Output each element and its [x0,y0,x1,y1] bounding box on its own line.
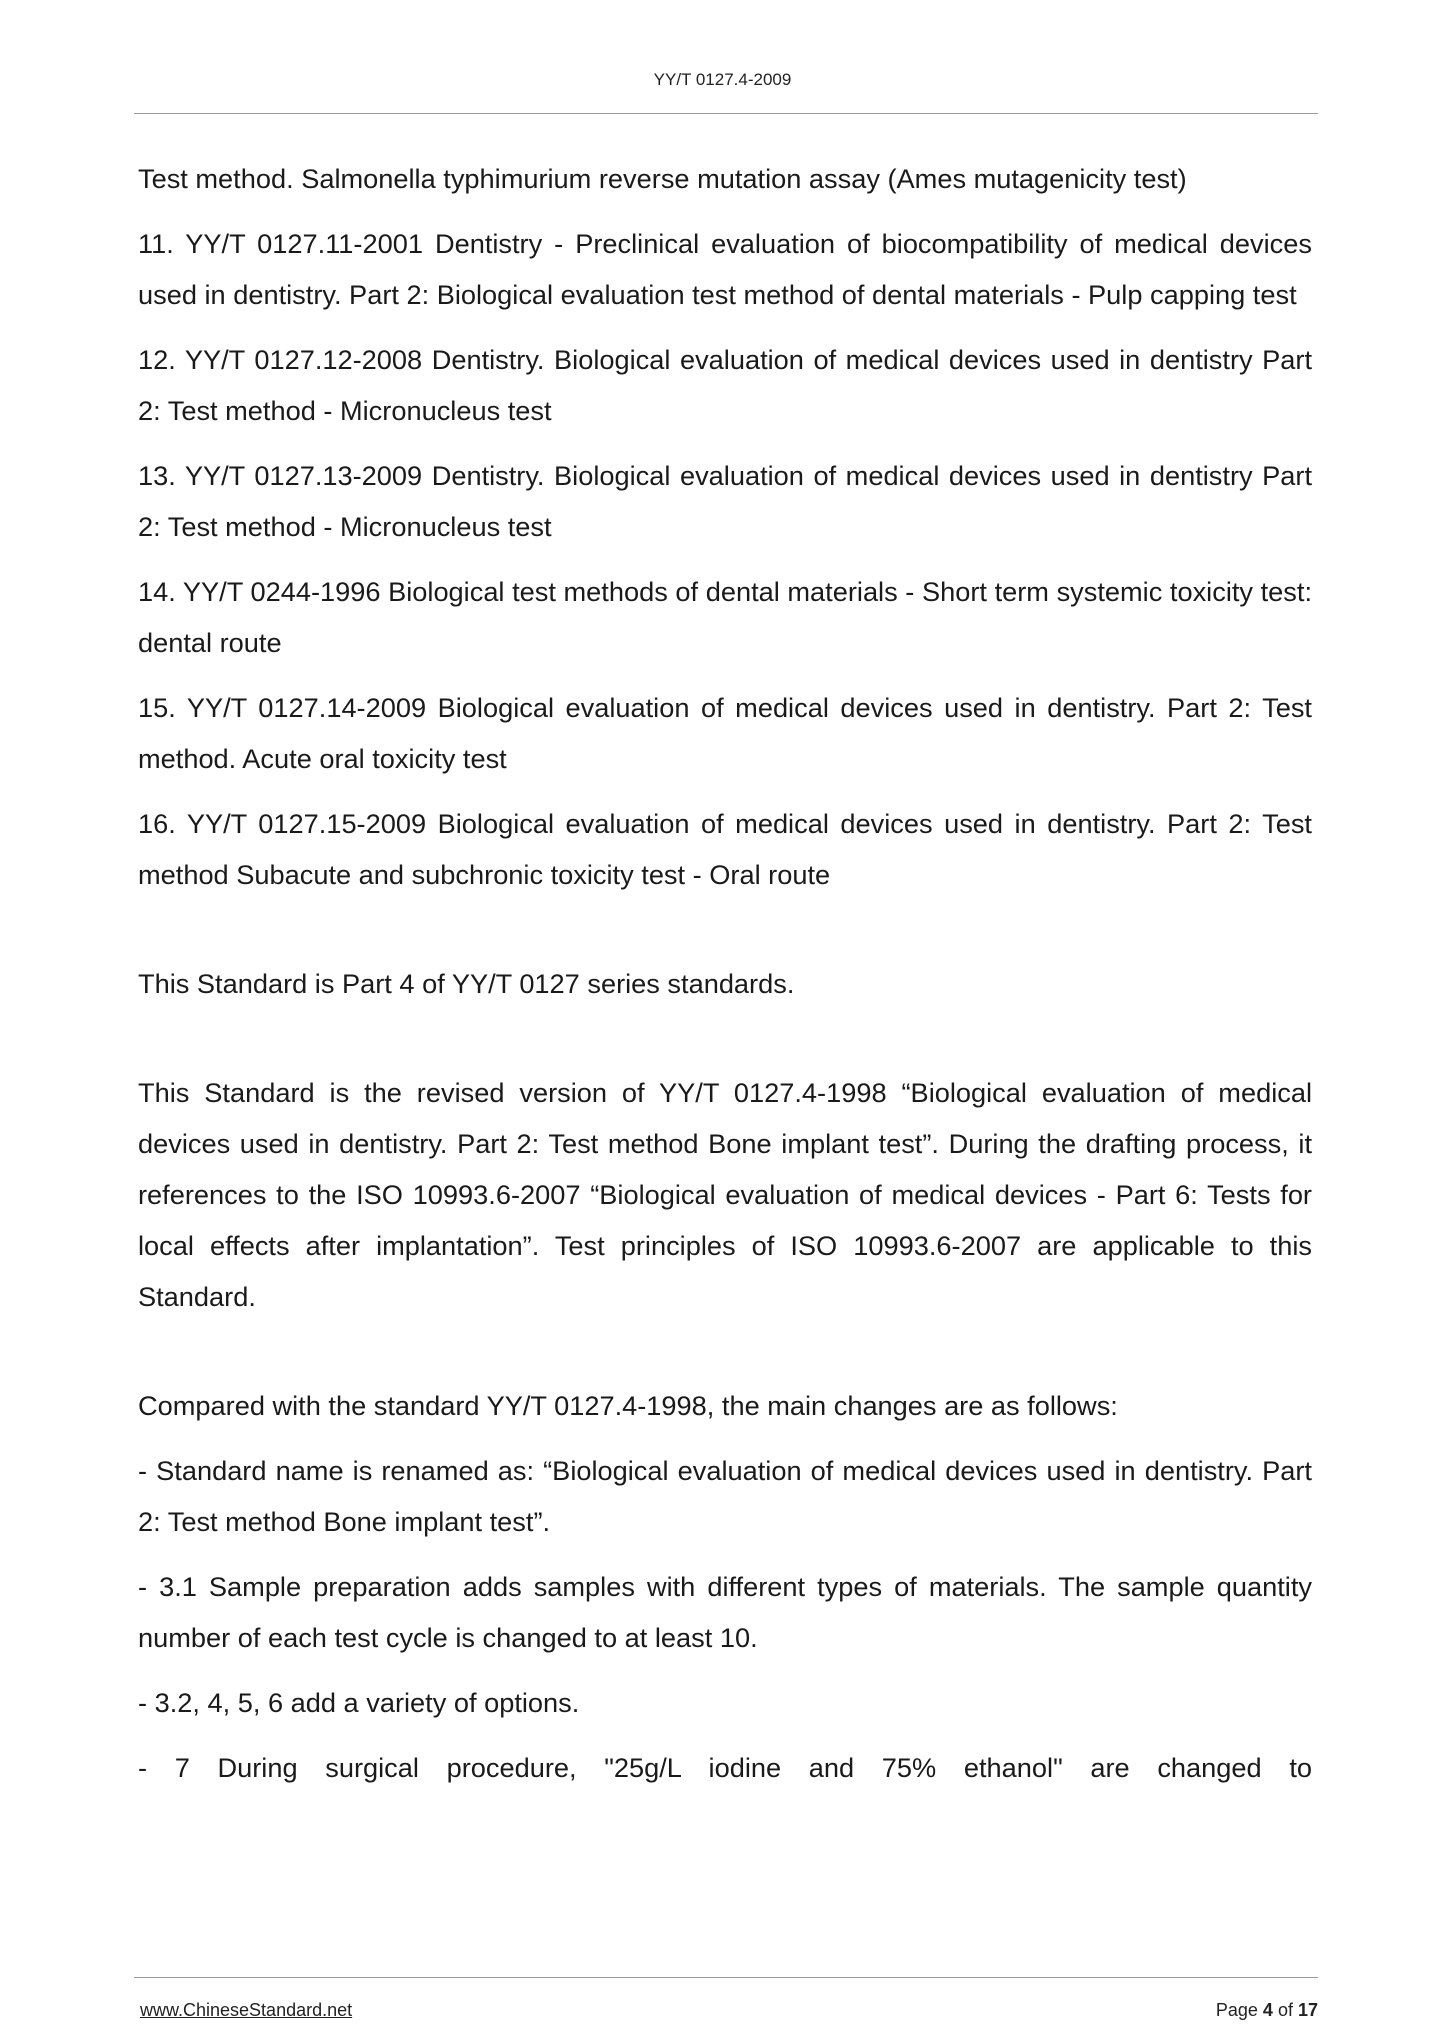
page-current: 4 [1262,2000,1273,2020]
paragraph-ref-16: 16. YY/T 0127.15-2009 Biological evaluation of medical devices used in dentistry. Part 2: Test method Subacute and subchronic toxicity test - Oral route [138,808,1312,890]
footer-divider [134,1977,1318,1978]
page-number [1216,2000,1318,2021]
paragraph-change-surgical: - 7 During surgical procedure, "25g/L iodine and 75% ethanol" are changed to [138,1752,1312,1783]
paragraph-changes-intro: Compared with the standard YY/T 0127.4-1998, the main changes are as follows: [138,1390,1118,1421]
paragraph-ref-11: 11. YY/T 0127.11-2001 Dentistry - Preclinical evaluation of biocompatibility of medical devices used in dentistry. Part 2: Biological evaluation test method of dental materials - Pulp capping test [138,228,1312,310]
paragraph-ref-15: 15. YY/T 0127.14-2009 Biological evaluation of medical devices used in dentistry. Part 2: Test method. Acute oral toxicity test [138,692,1312,774]
paragraph-change-options: - 3.2, 4, 5, 6 add a variety of options. [138,1687,580,1718]
paragraph-revision-note: This Standard is the revised version of YY/T 0127.4-1998 “Biological evaluation of medical devices used in dentistry. Part 2: Test method Bone implant test”. During the drafting process, it references to the ISO 10993.6-2007 “Biological evaluation of medical devices - Part 6: Tests for local effects after implantation”. Test principles of ISO 10993.6-2007 are applicable to this Standard. [138,1077,1312,1312]
website-link[interactable]: www.ChineseStandard.net [140,2000,353,2020]
paragraph-ref-14: 14. YY/T 0244-1996 Biological test methods of dental materials - Short term systemic toxicity test: dental route [138,576,1312,658]
page-of: of [1277,2000,1293,2020]
paragraph-series-part: This Standard is Part 4 of YY/T 0127 series standards. [138,968,795,999]
page-total: 17 [1297,2000,1318,2020]
page-header-doc-id: YY/T 0127.4-2009 [653,70,792,89]
paragraph-ref-13: 13. YY/T 0127.13-2009 Dentistry. Biological evaluation of medical devices used in dentistry Part 2: Test method - Micronucleus test [138,460,1312,542]
page-label: Page [1215,2000,1258,2020]
header-divider [134,113,1318,114]
paragraph-change-name: - Standard name is renamed as: “Biological evaluation of medical devices used in dentistry. Part 2: Test method Bone implant test”. [138,1455,1312,1537]
paragraph-ref-12: 12. YY/T 0127.12-2008 Dentistry. Biological evaluation of medical devices used in dentistry Part 2: Test method - Micronucleus test [138,344,1312,426]
paragraph-change-sample: - 3.1 Sample preparation adds samples with different types of materials. The sample quantity number of each test cycle is changed to at least 10. [138,1571,1312,1653]
document-body [138,153,1312,1807]
paragraph-ref-10-cont: Test method. Salmonella typhimurium reverse mutation assay (Ames mutagenicity test) [138,163,1187,194]
